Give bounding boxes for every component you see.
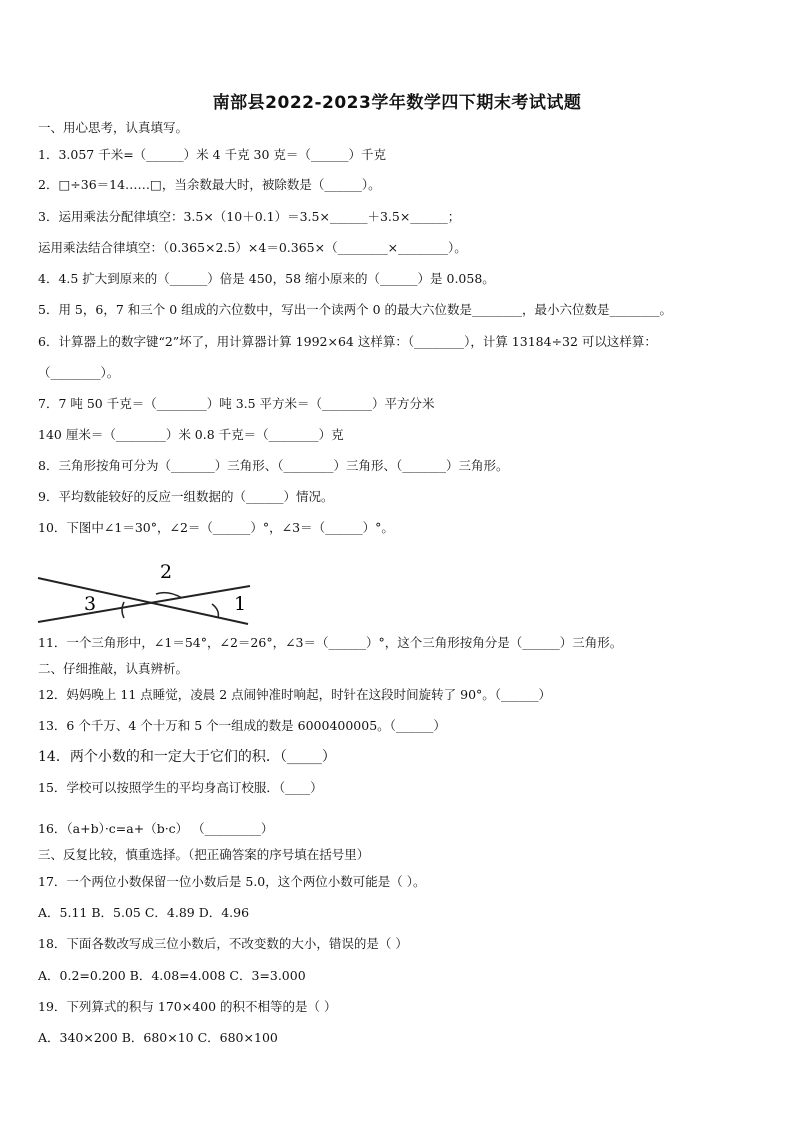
question-9: 9．平均数能较好的反应一组数据的（______）情况。 xyxy=(38,489,334,504)
question-6a: 6．计算器上的数字键“2”坏了，用计算器计算 1992×64 这样算：（________），计算 13184÷32 可以这样算： xyxy=(38,334,657,349)
question-12: 12．妈妈晚上 11 点睡觉，凌晨 2 点闹钟准时响起，时针在这段时间旋转了 90°。（______） xyxy=(38,687,552,702)
angle-label-3: 3 xyxy=(84,593,97,615)
question-18: 18．下面各数改写成三位小数后，不改变数的大小，错误的是（ ） xyxy=(38,936,408,951)
angle-figure xyxy=(36,556,256,628)
question-14: 14．两个小数的和一定大于它们的积．（_____） xyxy=(38,749,336,765)
question-3a: 3．运用乘法分配律填空：3.5×（10＋0.1）＝3.5×______＋3.5×______； xyxy=(38,209,461,224)
angle-3-arc xyxy=(122,602,124,618)
question-8: 8．三角形按角可分为（_______）三角形、（________）三角形、（_______）三角形。 xyxy=(38,458,509,473)
question-19: 19．下列算式的积与 170×400 的积不相等的是（ ） xyxy=(38,999,337,1014)
question-5: 5．用 5，6，7 和三个 0 组成的六位数中，写出一个读两个 0 的最大六位数是________，最小六位数是________。 xyxy=(38,302,673,317)
angle-label-2: 2 xyxy=(160,561,173,583)
section-heading-1: 一、用心思考，认真填写。 xyxy=(38,120,189,135)
question-2: 2．□÷36＝14……□，当余数最大时，被除数是（______）。 xyxy=(38,177,381,192)
question-10: 10．下图中∠1＝30°，∠2＝（______）°，∠3＝（______）°。 xyxy=(38,520,394,535)
question-3b: 运用乘法结合律填空：（0.365×2.5）×4＝0.365×（________×________）。 xyxy=(38,240,467,255)
question-7a: 7．7 吨 50 千克＝（________）吨 3.5 平方米＝（________）平方分米 xyxy=(38,396,435,411)
question-17: 17．一个两位小数保留一位小数后是 5.0，这个两位小数可能是（ ）。 xyxy=(38,874,426,889)
question-17-options: A．5.11 B．5.05 C．4.89 D．4.96 xyxy=(38,905,250,920)
question-4: 4．4.5 扩大到原来的（______）倍是 450，58 缩小原来的（______）是 0.058。 xyxy=(38,271,495,286)
question-19-options: A．340×200 B．680×10 C．680×100 xyxy=(38,1030,278,1045)
question-16: 16．（a+b）·c=a+（b·c） （_________） xyxy=(38,821,274,836)
question-1: 1．3.057 千米=（______）米 4 千克 30 克＝（______）千克 xyxy=(38,147,386,162)
section-heading-3: 三、反复比较，慎重选择。（把正确答案的序号填在括号里） xyxy=(38,847,370,862)
question-11: 11．一个三角形中，∠1＝54°，∠2＝26°，∠3＝（______）°，这个三角形按角分是（______）三角形。 xyxy=(38,635,623,650)
question-18-options: A．0.2=0.200 B．4.08=4.008 C．3=3.000 xyxy=(38,968,306,983)
question-7b: 140 厘米＝（________）米 0.8 千克＝（________）克 xyxy=(38,427,344,442)
question-13: 13．6 个千万、4 个十万和 5 个一组成的数是 6000400005。（______） xyxy=(38,718,446,733)
section-heading-2: 二、仔细推敲，认真辨析。 xyxy=(38,661,189,676)
question-6b: （________）。 xyxy=(38,365,120,380)
page-title: 南部县2022-2023学年数学四下期末考试试题 xyxy=(212,93,582,113)
question-15: 15．学校可以按照学生的平均身高订校服．（____） xyxy=(38,780,323,795)
angle-label-1: 1 xyxy=(234,593,247,615)
